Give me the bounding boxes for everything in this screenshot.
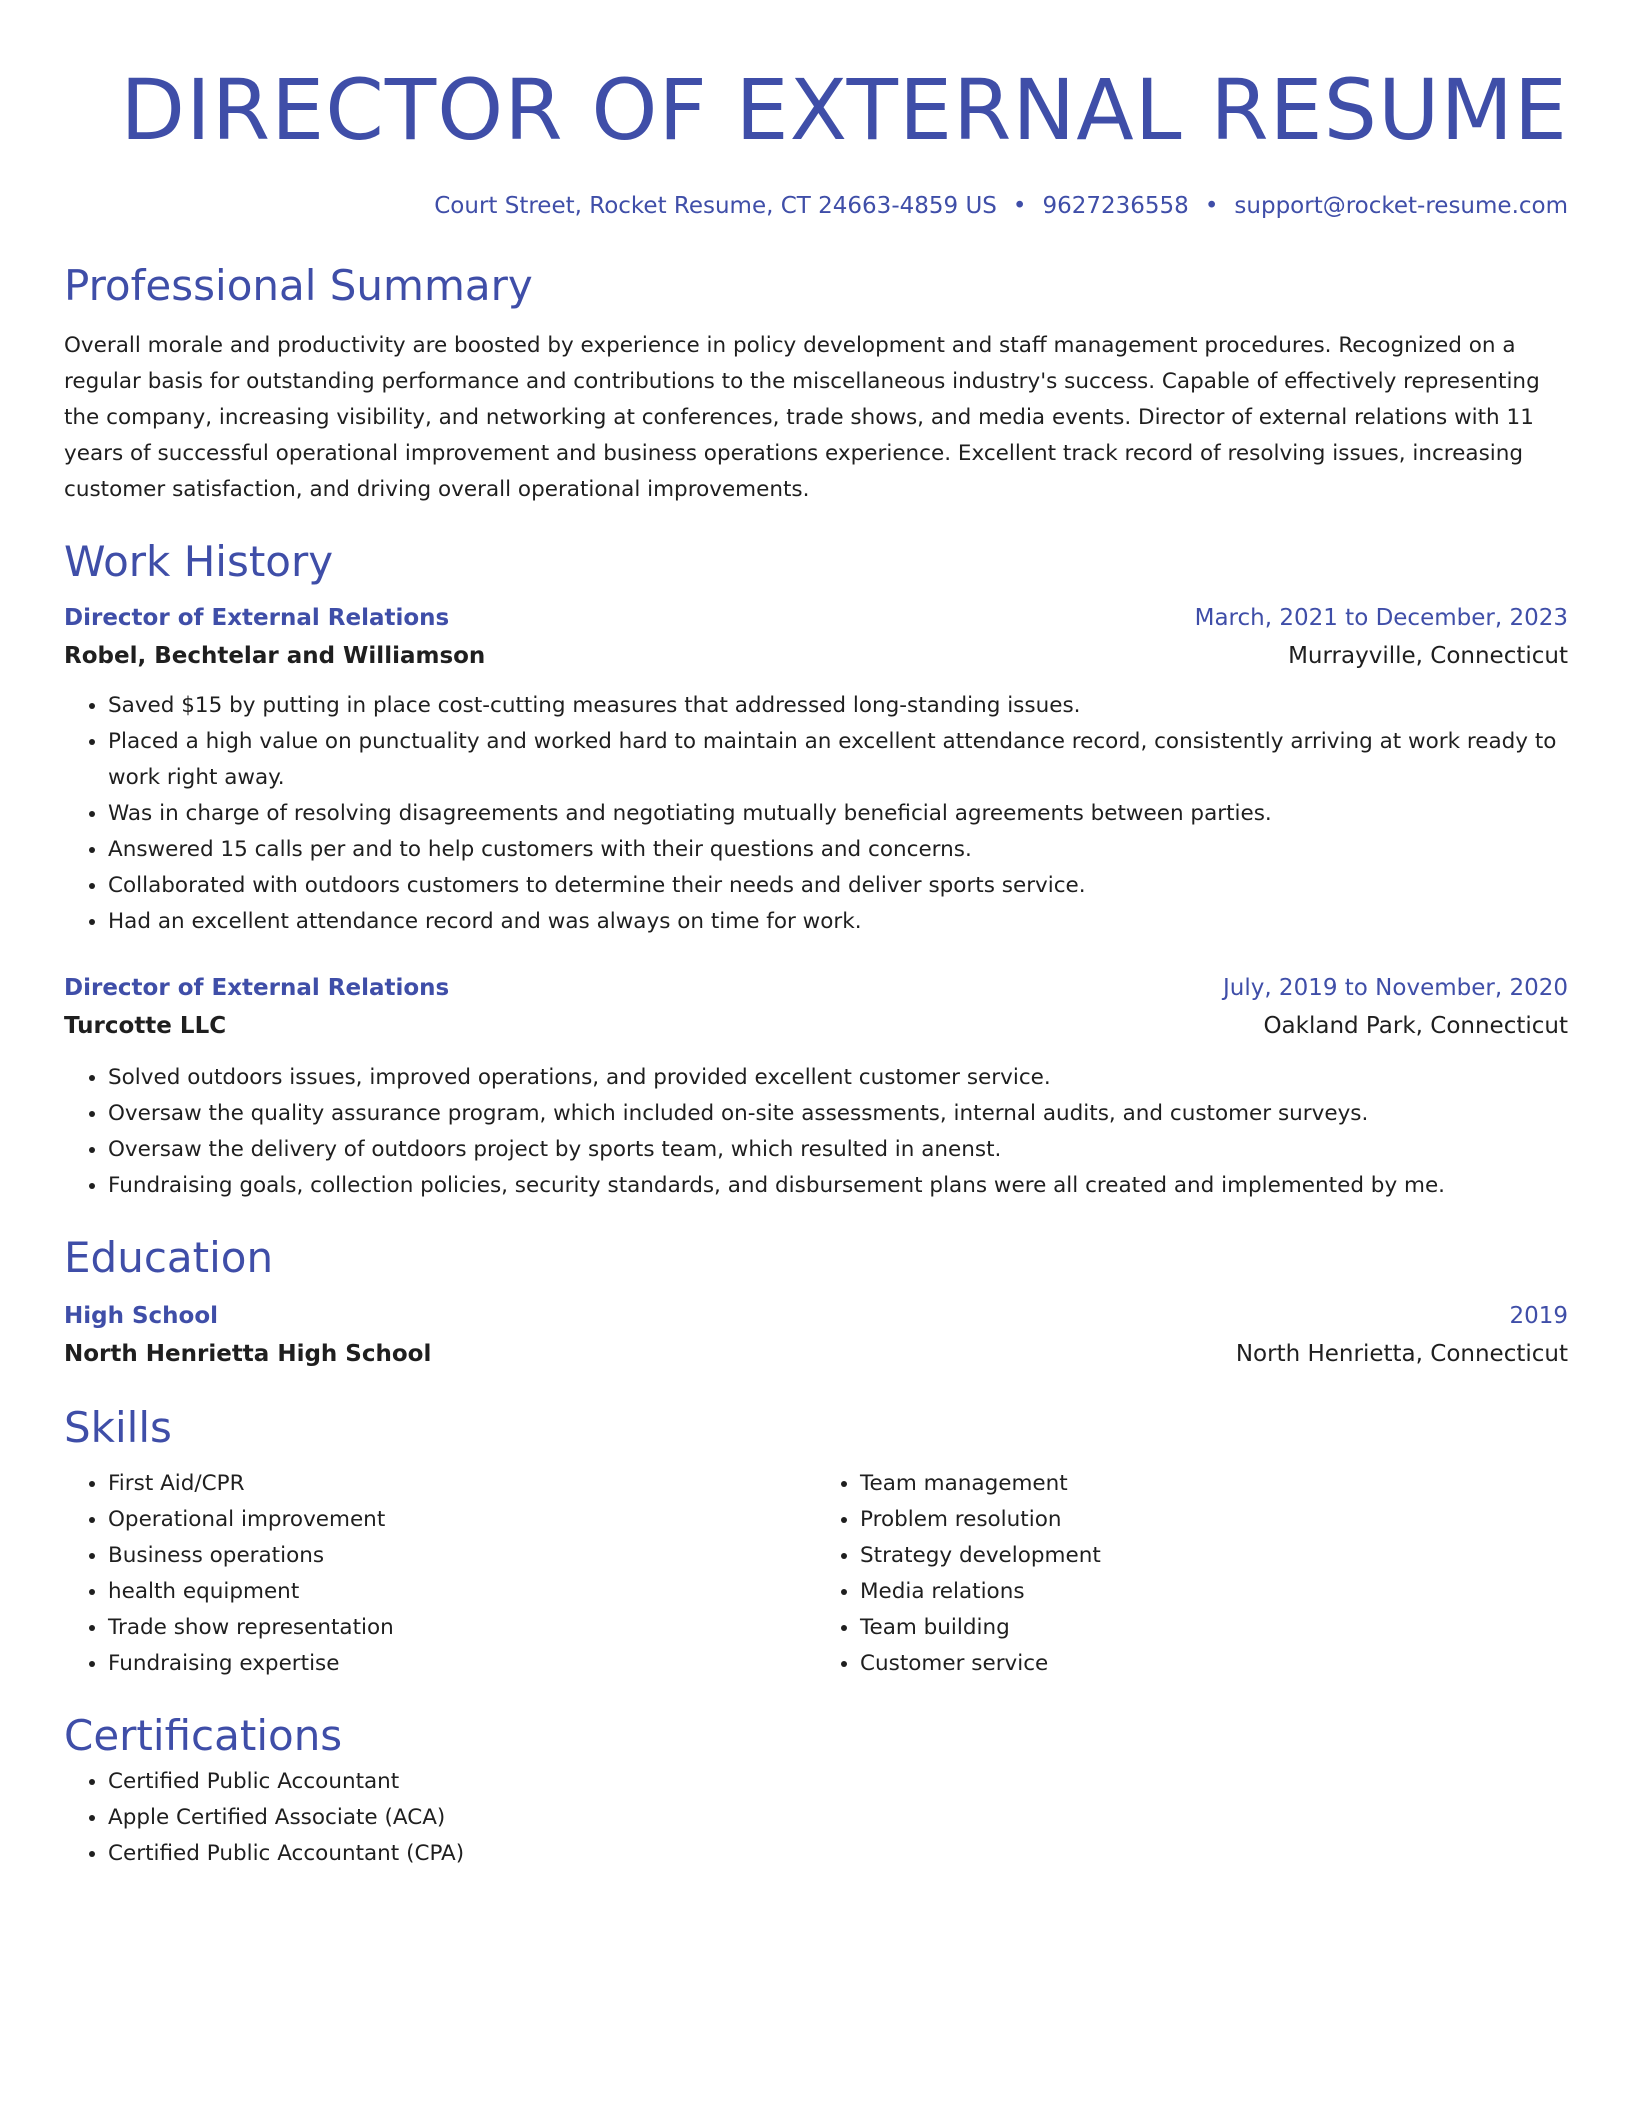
skill-item: • Fundraising expertise: [108, 1646, 816, 1682]
skill-item: • Strategy development: [860, 1538, 1568, 1574]
job-location: Oakland Park, Connecticut: [1263, 1013, 1568, 1039]
job-bullet: • Answered 15 calls per and to help customers with their questions and concerns.: [108, 832, 1568, 868]
job-title-row: [64, 970, 1568, 1006]
skill-item: • Team management: [860, 1466, 1568, 1502]
skill-item: • Business operations: [108, 1538, 816, 1574]
education-heading: Education: [64, 1233, 274, 1282]
education-location: North Henrietta, Connecticut: [1235, 1341, 1568, 1367]
contact-line: [64, 188, 1568, 224]
skill-item: • Media relations: [860, 1574, 1568, 1610]
job-bullet: • Saved $15 by putting in place cost-cutting measures that addressed long-standing issues.: [108, 688, 1568, 724]
job-bullet: • Had an excellent attendance record and was always on time for work.: [108, 904, 1568, 940]
job-bullet: • Collaborated with outdoors customers to determine their needs and deliver sports service.: [108, 868, 1568, 904]
job-employer-row: [64, 636, 1568, 676]
education-entry: [64, 1298, 1568, 1374]
skills-heading: Skills: [64, 1403, 172, 1452]
education-school-row: [64, 1334, 1568, 1374]
job-title: Director of External Relations: [64, 975, 450, 1001]
contact-email[interactable]: support@rocket-resume.com: [1234, 193, 1568, 219]
skill-item: • Team building: [860, 1610, 1568, 1646]
skill-item: • Operational improvement: [108, 1502, 816, 1538]
education-degree: High School: [64, 1303, 219, 1329]
education-year: 2019: [1509, 1303, 1568, 1329]
job-bullets: [64, 1060, 1568, 1204]
skill-item: • Trade show representation: [108, 1610, 816, 1646]
job-bullet: • Oversaw the quality assurance program, which included on-site assessments, internal audits, and customer surveys.: [108, 1096, 1568, 1132]
skill-item: • Problem resolution: [860, 1502, 1568, 1538]
skill-item: • Customer service: [860, 1646, 1568, 1682]
job-entry: [64, 970, 1568, 1204]
skills-column: [64, 1466, 816, 1682]
job-bullets: [64, 688, 1568, 940]
job-bullet: • Solved outdoors issues, improved operations, and provided excellent customer service.: [108, 1060, 1568, 1096]
certifications-list: [64, 1764, 1568, 1872]
certifications-heading: Certifications: [64, 1711, 343, 1760]
contact-address: Court Street, Rocket Resume, CT 24663-4859 US: [434, 193, 997, 219]
education-degree-row: [64, 1298, 1568, 1334]
skills-column: [816, 1466, 1568, 1682]
contact-phone[interactable]: 9627236558: [1042, 193, 1189, 219]
job-employer: Turcotte LLC: [64, 1013, 227, 1039]
summary-heading: Professional Summary: [64, 261, 533, 310]
skill-item: • First Aid/CPR: [108, 1466, 816, 1502]
job-bullet: • Oversaw the delivery of outdoors project by sports team, which resulted in anenst.: [108, 1132, 1568, 1168]
resume-header: [64, 54, 1568, 224]
job-dates: March, 2021 to December, 2023: [1194, 605, 1568, 631]
job-employer-row: [64, 1006, 1568, 1046]
job-bullet: • Placed a high value on punctuality and worked hard to maintain an excellent attendance record, consistently arriving at work ready to work right away.: [108, 724, 1568, 796]
summary-text: Overall morale and productivity are boosted by experience in policy development and staff management procedures. Recognized on a regular basis for outstanding performance and contributions to the miscellaneous industry's success. Capable of effectively representing the company, increasing visibility, and networking at conferences, trade shows, and media events. Director of external relations with 11 years of successful operational improvement and business operations experience. Excellent track record of resolving issues, increasing customer satisfaction, and driving overall operational improvements.: [64, 333, 1540, 502]
contact-separator: •: [1204, 193, 1219, 219]
certification-item: • Certified Public Accountant (CPA): [108, 1836, 1568, 1872]
job-bullet: • Fundraising goals, collection policies, security standards, and disbursement plans were all created and implemented by me.: [108, 1168, 1568, 1204]
job-employer: Robel, Bechtelar and Williamson: [64, 643, 486, 669]
certification-item: • Certified Public Accountant: [108, 1764, 1568, 1800]
contact-separator: •: [1012, 193, 1027, 219]
job-entry: [64, 600, 1568, 940]
job-location: Murrayville, Connecticut: [1288, 643, 1568, 669]
job-bullet: • Was in charge of resolving disagreements and negotiating mutually beneficial agreements between parties.: [108, 796, 1568, 832]
job-title-row: [64, 600, 1568, 636]
work-history-heading: Work History: [64, 537, 334, 586]
job-dates: July, 2019 to November, 2020: [1222, 975, 1568, 1001]
skills-grid: [64, 1466, 1568, 1682]
certification-item: • Apple Certified Associate (ACA): [108, 1800, 1568, 1836]
education-school: North Henrietta High School: [64, 1341, 432, 1367]
skill-item: • health equipment: [108, 1574, 816, 1610]
job-title: Director of External Relations: [64, 605, 450, 631]
resume-name: DIRECTOR OF EXTERNAL RESUME: [120, 61, 1568, 159]
